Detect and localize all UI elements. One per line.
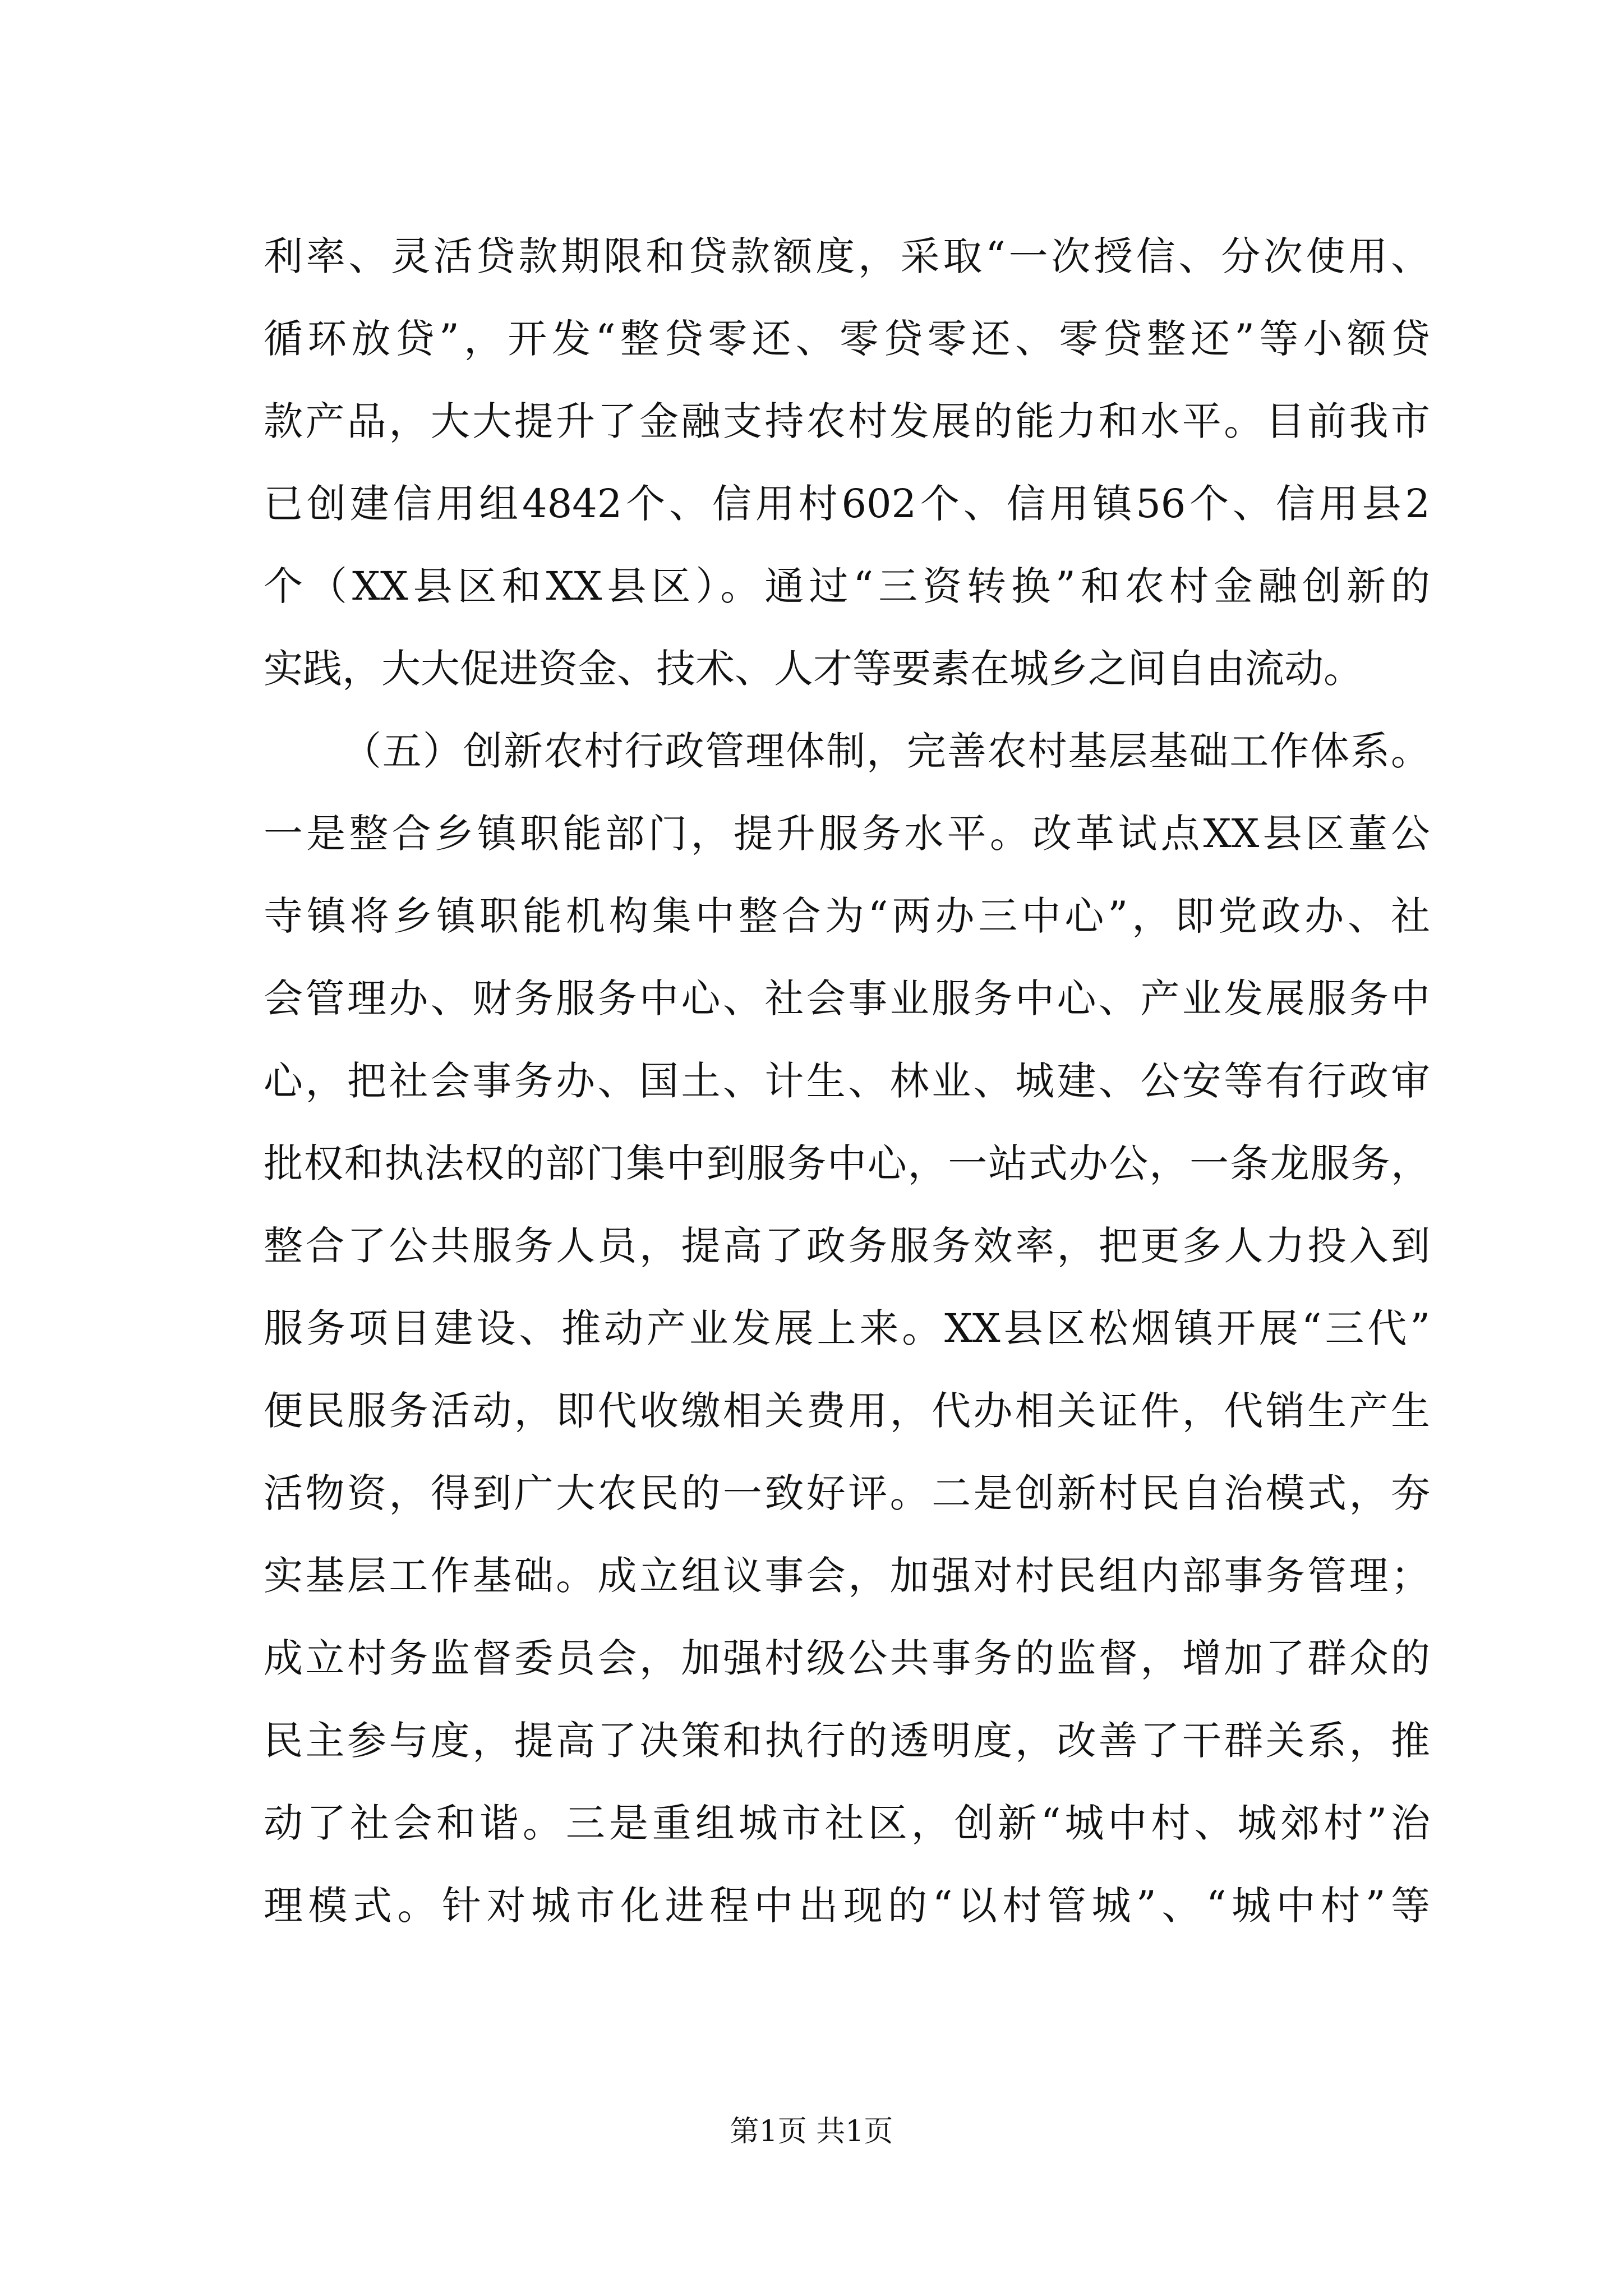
text-line: 整合了公共服务人员，提高了政务服务效率，把更多人力投入到 [264, 1223, 1430, 1269]
text-line: 心，把社会事务办、国土、计生、林业、城建、公安等有行政审 [264, 1058, 1430, 1104]
text-line: 一是整合乡镇职能部门，提升服务水平。改革试点XX县区董公 [264, 811, 1430, 857]
text-line: 批权和执法权的部门集中到服务中心，一站式办公，一条龙服务， [264, 1140, 1430, 1186]
text-line: 动了社会和谐。三是重组城市社区，创新“城中村、城郊村”治 [264, 1800, 1430, 1846]
text-line: 个（XX县区和XX县区）。通过“三资转换”和农村金融创新的 [264, 563, 1430, 609]
text-line: 理模式。针对城市化进程中出现的“以村管城”、“城中村”等 [264, 1883, 1430, 1929]
text-line: 利率、灵活贷款期限和贷款额度，采取“一次授信、分次使用、 [264, 233, 1430, 279]
text-line: 会管理办、财务服务中心、社会事业服务中心、产业发展服务中 [264, 976, 1430, 1022]
text-line: 服务项目建设、推动产业发展上来。XX县区松烟镇开展“三代” [264, 1305, 1430, 1351]
section-heading-line: （五）创新农村行政管理体制，完善农村基层基础工作体系。 [342, 728, 1430, 774]
text-line: 便民服务活动，即代收缴相关费用，代办相关证件，代销生产生 [264, 1388, 1430, 1434]
page-number-footer: 第1页 共1页 [730, 2115, 893, 2148]
text-line: 民主参与度，提高了决策和执行的透明度，改善了干群关系，推 [264, 1718, 1430, 1764]
text-line: 循环放贷”，开发“整贷零还、零贷零还、零贷整还”等小额贷 [264, 316, 1430, 362]
text-line: 寺镇将乡镇职能机构集中整合为“两办三中心”，即党政办、社 [264, 893, 1430, 939]
text-line: 成立村务监督委员会，加强村级公共事务的监督，增加了群众的 [264, 1635, 1430, 1681]
document-body [264, 215, 1430, 1947]
text-line: 款产品，大大提升了金融支持农村发展的能力和水平。目前我市 [264, 398, 1430, 444]
text-line: 已创建信用组4842个、信用村602个、信用镇56个、信用县2 [264, 481, 1430, 527]
text-line: 活物资，得到广大农民的一致好评。二是创新村民自治模式，夯 [264, 1470, 1430, 1516]
text-line: 实践，大大促进资金、技术、人才等要素在城乡之间自由流动。 [264, 646, 1363, 692]
text-line: 实基层工作基础。成立组议事会，加强对村民组内部事务管理； [264, 1553, 1430, 1599]
